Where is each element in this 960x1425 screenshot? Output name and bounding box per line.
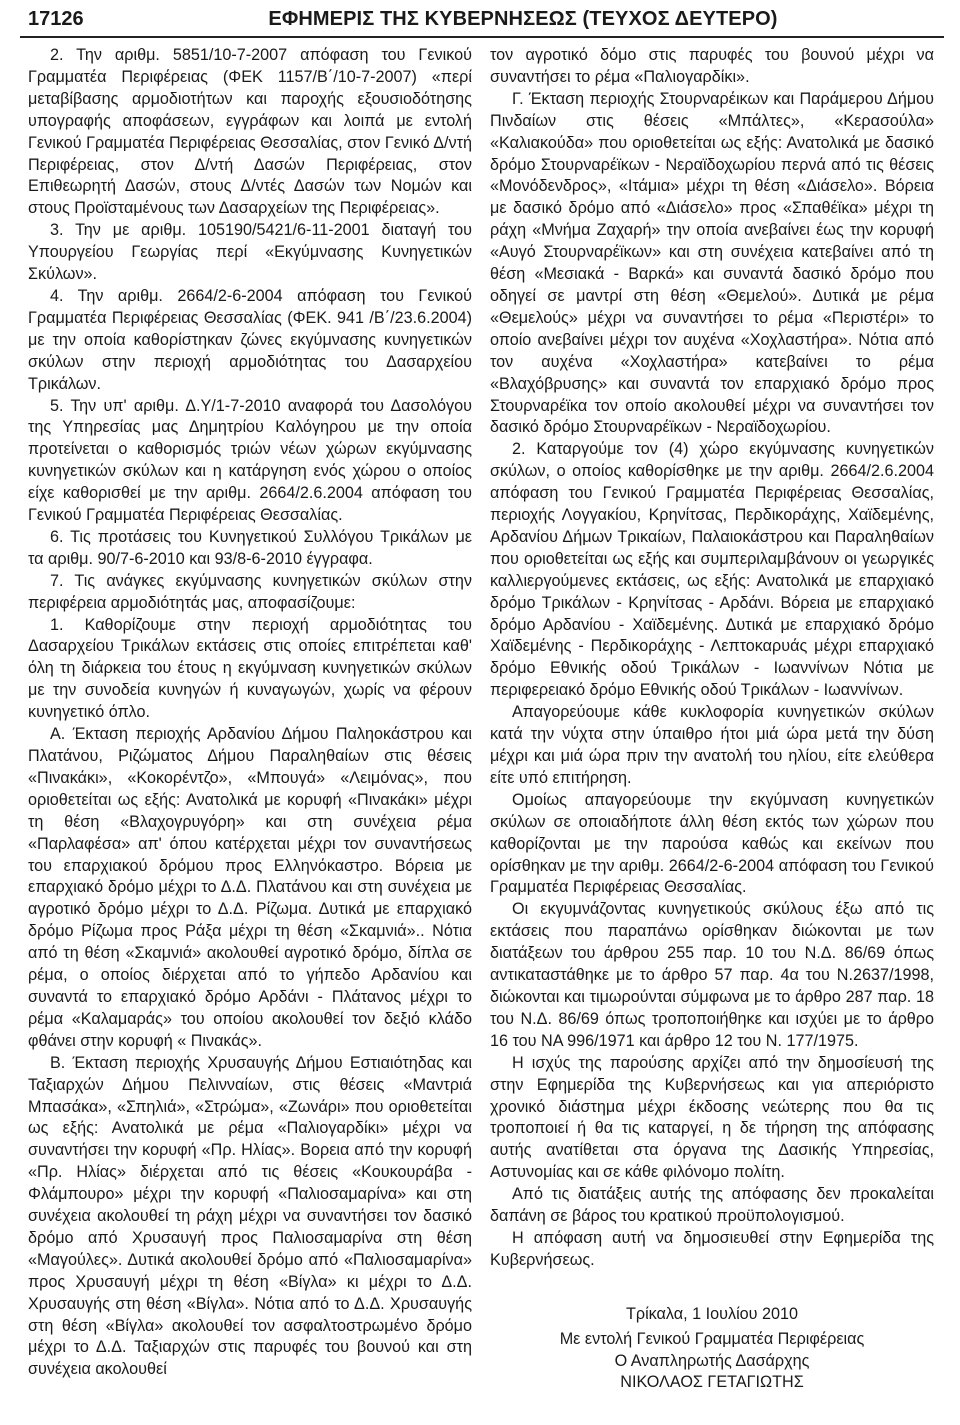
paragraph-penalties: Οι εκγυμνάζοντας κυνηγετικούς σκύλους έξω από τις εκτάσεις που παραπάνω ορίσθηκαν διώκονται με των διατάξεων του άρθρου 255 παρ. 10 του Ν.Δ. 86/69 όπως αντικαταστάθηκε με το άρθρο 57 παρ. 4α του Ν.2637/1998, διώκονται και τιμωρούνται σύμφωνα με το άρθρο 287 παρ. 18 του Ν.Δ. 86/69 όπως τροποποιήθηκε και ισχύει με το άρθρο 16 του ΝΑ 996/1971 και άρθρο 12 του Ν. 177/1975. xyxy=(490,900,934,1050)
left-column xyxy=(28,45,472,1422)
paragraph-publication: Η απόφαση αυτή να δημοσιευθεί στην Εφημερίδα της Κυβερνήσεως. xyxy=(490,1228,934,1269)
signature-authority: Με εντολή Γενικού Γραμματέα Περιφέρειας xyxy=(559,1329,865,1348)
paragraph-considering-5: 5. Την υπ' αριθμ. Δ.Υ/1-7-2010 αναφορά του Δασολόγου της Υπηρεσίας μας Δημητρίου Καλόγηρου με την οποία προτείνεται ο καθορισμός τριών νέων χώρων εκγύμνασης κυνηγετικών σκύλων και η κατάργηση ενός χώρου ο οποίος είχε καθορισθεί με την αριθμ. 2664/2.6.2004 απόφαση του Γενικού Γραμματέα Περιφέρειας Θεσσαλίας. xyxy=(28,396,472,525)
paragraph-no-expense: Από τις διατάξεις αυτής της απόφασης δεν προκαλείται δαπάνη σε βάρος του κρατικού προϋπολογισμού. xyxy=(490,1185,934,1226)
paragraph-decision-1: 1. Καθορίζουμε στην περιοχή αρμοδιότητας του Δασαρχείου Τρικάλων εκτάσεις στις οποίες επιτρέπεται καθ' όλη τη διάρκεια του έτους η εκγύμναση κυνηγετικών σκύλων με την συνοδεία κυνηγών ή κυναγωγών, χωρίς να φέρουν κυνηγετικό όπλο. xyxy=(28,615,472,722)
paragraph-decision-2: 2. Καταργούμε τον (4) χώρο εκγύμνασης κυνηγετικών σκύλων, ο οποίος καθορίσθηκε με την αριθμ. 2664/2.6.2004 απόφαση του Γενικού Γραμματέα Περιφέρειας Θεσσαλίας, περιοχής Λογγακίου, Κρηνίτσας, Περδικοράχης, Χαϊδεμένης, Αρδανίου Δήμων Τρικαίων, Παλαιοκάστρου και Παραληθαίων που οριοθετείται ως εξής και συμπεριλαμβάνουν οι γεωργικές καλλιεργούμενες εκτάσεις, ως εξής: Ανατολικά με επαρχιακό δρόμο Τρικάλων - Κρηνίτσας - Αρδάνι. Βόρεια με επαρχιακό δρόμο Αρδανίου - Χαϊδεμένης. Δυτικά με επαρχιακό δρόμο Χαϊδεμένης - Περδικοράχης - Λεπτοκαρυάς μέχρι επαρχιακό δρόμο Εθνικής οδού Τρικάλων - Ιωαννίνων Νότια με περιφερειακό δρόμο Εθνικής οδού Τρικάλων - Ιωαννίνων. xyxy=(490,440,934,700)
paragraph-considering-2: 2. Την αριθμ. 5851/10-7-2007 απόφαση του Γενικού Γραμματέα Περιφέρειας (ΦΕΚ 1157/Β΄/10-7-2007) «περί μεταβίβασης αρμοδιοτήτων και παροχής εξουσιοδότησης υπογραφής αποφάσεων, εγγράφων και λοιπά με εντολή Γενικού Γραμματέα Περιφέρειας Θεσσαλίας, στον Γενικό Δ/ντή Περιφέρειας, στον Δ/ντή Δασών Περιφέρειας, στον Επιθεωρητή Δασών, στους Δ/ντές Δασών των Νομών και στους Προϊσταμένους των Δασαρχείων της Περιφέρειας». xyxy=(28,46,472,218)
paragraph-night-prohibition: Απαγορεύουμε κάθε κυκλοφορία κυνηγετικών σκύλων κατά την νύχτα στην ύπαιθρο ήτοι μιά ώρα μετά την δύση μέχρι και μιά ώρα πριν την ανατολή του ηλίου, είτε ελεύθερα είτε υπό επιτήρηση. xyxy=(490,703,934,787)
paragraph-area-b: Β. Έκταση περιοχής Χρυσαυγής Δήμου Εστιαιότηδας και Ταξιαρχών Δήμου Πελινναίων, στις θέσεις «Μαντριά Μπασάκα», «Σπηλιά», «Στρώμα», «Ζωνάρι» που οριοθετείται ως εξής: Ανατολικά με ρέμα «Παλιογαρδίκι» μέχρι να συναντήσει την κορυφή «Πρ. Ηλίας». Βορεια από την κορυφή «Πρ. Ηλίας» διέρχεται από τις θέσεις «Κουκουράβα - Φλάμπουρο» μέχρι την κορυφή «Παλιοσαμαρίνα» και στη συνέχεια ακολουθεί τη ράχη μέχρι να συναντήσει τον δασικό δρόμο από Χρυσαυγή προς Παλιοσαμαρίνα στη θέση «Μαγούλες». Δυτικά ακολουθεί δρόμο από «Παλιοσαμαρίνα» προς Χρυσαυγή μέχρι τη θέση «Βίγλα» κι μέχρι το Δ.Δ. Χρυσαυγής στη θέση «Βίγλα». Νότια από το Δ.Δ. Χρυσαυγής στη θέση «Βίγλα» ακολουθεί τον ασφαλτοστρωμένο δρόμο μέχρι το Δ.Δ. Ταξιαρχών στις παρυφές του βουνού και στη συνέχεια ακολουθεί xyxy=(28,1053,472,1379)
header-rule xyxy=(20,36,944,38)
signature-role: Ο Αναπληρωτής Δασάρχης xyxy=(614,1351,810,1370)
paragraph-area-a: Α. Έκταση περιοχής Αρδανίου Δήμου Παληοκάστρου και Πλατάνου, Ριζώματος Δήμου Παραληθαίων στις θέσεις «Πινακάκι», «Κοκορέντζο», «Μπουγά» «Λειμόνας», που οριοθετείται ως εξής: Ανατολικά με κορυφή «Πινακάκι» μέχρι τη θέση «Βλαχογρυγόρη» και στη συνέχεια ρέμα «Παρλαφέσα» απ' όπου κατέρχεται μέχρι τον συναντήσεως του επαρχιακού δρόμου προς Ελληνόκαστρο. Βόρεια με επαρχιακό δρόμο μέχρι το Δ.Δ. Πλατάνου και στη συνέχεια με αγροτικό δρόμο μέχρι το Δ.Δ. Ρίζωμα. Δυτικά με επαρχιακό δρόμο Ρίζωμα προς Ράξα μέχρι τη θέση «Σκαμνιά».. Νότια από τη θέση «Σκαμνιά» ακολουθεί αγροτικό δρόμο, δίπλα σε ρέμα, ο οποίος διέρχεται από το γήπεδο Αρδανίου και συναντά το επαρχιακό δρόμο Αρδάνι - Πλάτανος μέχρι το ρέμα «Καλαμαράς» του οποίου ακολουθεί τον δεξιό κλάδο φθάνει στην κορυφή « Πινακάς». xyxy=(28,725,472,1050)
page-header xyxy=(28,4,938,34)
paragraph-considering-3: 3. Την με αριθμ. 105190/5421/6-11-2001 διαταγή του Υπουργείου Γεωργίας περί «Εκγύμνασης Κυνηγετικών Σκύλων». xyxy=(28,221,472,284)
paragraph-validity: Η ισχύς της παρούσης αρχίζει από την δημοσίευσή της στην Εφημερίδα της Κυβερνήσεως και για απεριόριστο χρονικό διάστημα μέχρι έκδοσης νεώτερης που θα τις τροποποιεί ή θα τις καταργεί, η δε τήρηση της απόφασης αυτής ανατίθεται στα όργανα της Δασικής Υπηρεσίας, Αστυνομίας και σε κάθε φιλόνομο πολίτη. xyxy=(490,1053,934,1182)
paragraph-location-prohibition: Ομοίως απαγορεύουμε την εκγύμναση κυνηγετικών σκύλων σε οποιαδήποτε άλλη θέση εκτός των χώρων που καθορίζονται με την παρούσα καθώς και εκείνων που ορίσθηκαν με την αριθμ. 2664/2-6-2004 απόφαση του Γενικού Γραμματέα Περιφέρειας Θεσσαλίας. xyxy=(490,790,934,897)
paragraph-considering-6: 6. Τις προτάσεις του Κυνηγετικού Συλλόγου Τρικάλων με τα αριθμ. 90/7-6-2010 και 93/8-6-2010 έγγραφα. xyxy=(28,527,472,568)
signature-place-date: Τρίκαλα, 1 Ιουλίου 2010 xyxy=(625,1304,799,1323)
page-number: 17126 xyxy=(28,8,84,30)
right-column xyxy=(490,45,934,1422)
signature-name: ΝΙΚΟΛΑΟΣ ΓΕΤΑΓΙΩΤΗΣ xyxy=(620,1373,804,1392)
paragraph-considering-4: 4. Την αριθμ. 2664/2-6-2004 απόφαση του Γενικού Γραμματέα Περιφέρειας Θεσσαλίας (ΦΕΚ. 941 /Β΄/23.6.2004) με την οποία καθορίστηκαν ζώνες εκγύμνασης κυνηγετικών σκύλων στην περιοχή αρμοδιότητας του Δασαρχείου Τρικάλων. xyxy=(28,286,472,393)
paragraph-area-c: Γ. Έκταση περιοχής Στουρναρέικων και Παράμερου Δήμου Πινδαίων στις θέσεις «Μπάλτες», «Κερασούλα» «Καλιακούδα» που οριοθετείται ως εξής: Ανατολικά με δασικό δρόμο Στουρναρέϊκων - Νεραϊδοχωρίου περνά από τις θέσεις «Μονόδενδρος», «Ιτάμια» μέχρι τη θέση «Διάσελο». Βόρεια με δασικό δρόμο από «Διάσελο» προς «Σπαθέϊκα» μέχρι τη ράχη «Μνήμα Ζαχαρή» την οποία ανεβαίνει έως την κορυφή «Αυγό Στουρναρέϊκων» και στη συνέχεια κατεβαίνει από τη θέση «Μεσιακά - Βαρκά» και συναντά δασικό δρόμο που οδηγεί σε μαντρί στη θέση «Θεμελού». Δυτικά με ρέμα «Θεμελούς» μέχρι να συναντήσει το ρέμα «Περιστέρι» το οποίο ανεβαίνει μέχρι τον αυχένα «Χοχλαστήρα». Νότια από τον αυχένα «Χοχλαστήρα» κατεβαίνει το ρέμα «Βλαχόβρυσης» και συναντά τον επαρχιακό δρόμο προς Στουρναρέϊκα τον οποίο ακολουθεί μέχρι να συναντήσει τον δασικό δρόμο Στουρναρέϊκων - Νεραϊδοχωρίου. xyxy=(490,89,934,437)
paragraph-considering-7: 7. Τις ανάγκες εκγύμνασης κυνηγετικών σκύλων στην περιφέρεια αρμοδιότητάς μας, αποφασίζουμε: xyxy=(28,571,472,612)
paragraph-area-b-continued: τον αγροτικό δόμο στις παρυφές του βουνού μέχρι να συναντήσει το ρέμα «Παλιογαρδίκι». xyxy=(490,46,934,86)
journal-title: ΕΦΗΜΕΡΙΣ ΤΗΣ ΚΥΒΕΡΝΗΣΕΩΣ (ΤΕΥΧΟΣ ΔΕΥΤΕΡΟ) xyxy=(268,8,778,30)
